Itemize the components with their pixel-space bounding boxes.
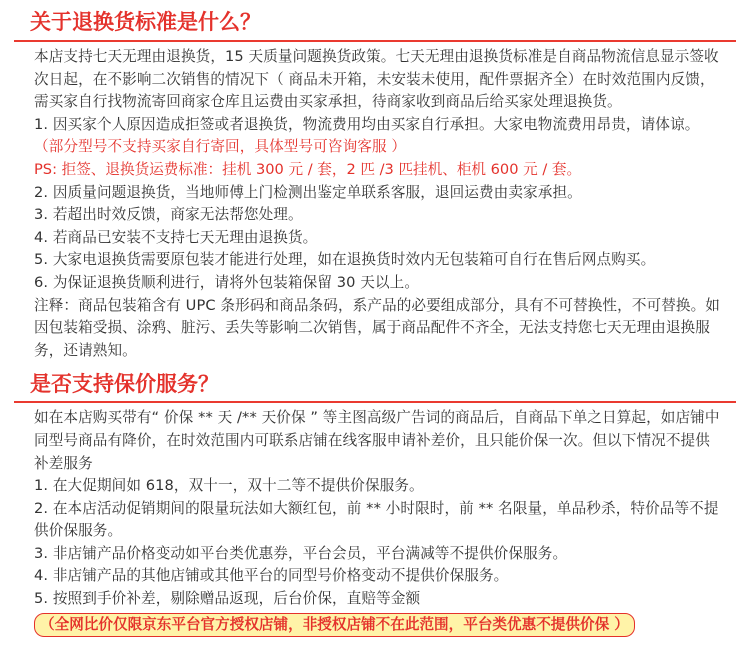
- return-policy-item-6: 6. 为保证退换货顺利进行，请将外包装箱保留 30 天以上。: [34, 273, 420, 291]
- price-protection-intro: 如在本店购买带有“ 价保 ** 天 /** 天价保 ” 等主图高级广告词的商品后，自商品下单之日算起，如店铺中同型号商品有降价，在时效范围内可联系店铺在线客服申请补差价，且只能价保一次。但以下情况不提供补差服务: [34, 409, 720, 472]
- return-policy-item-3: 3. 若超出时效反馈，商家无法帮您处理。: [34, 206, 303, 224]
- price-protection-item-4: 4. 非店铺产品的其他店铺或其他平台的同型号价格变动不提供价保服务。: [34, 567, 509, 585]
- price-compare-notice: （全网比价仅限京东平台官方授权店铺，非授权店铺不在此范围，平台类优惠不提供价保 ）: [34, 613, 635, 637]
- return-policy-item-1: [34, 114, 736, 159]
- title-divider: [14, 401, 736, 403]
- price-protection-item-1: 1. 在大促期间如 618，双十一，双十二等不提供价保服务。: [34, 477, 424, 495]
- return-fee-ps: PS: 拒签、退换货运费标准：挂机 300 元 / 套，2 匹 /3 匹挂机、柜机 600 元 / 套。: [34, 160, 582, 178]
- return-policy-item-2: 2. 因质量问题退换货，当地师傅上门检测出鉴定单联系客服，退回运费由卖家承担。: [34, 183, 582, 201]
- return-policy-item-5: 5. 大家电退换货需要原包装才能进行处理，如在退换货时效内无包装箱可自行在售后网点购买。: [34, 251, 656, 269]
- return-policy-item-4: 4. 若商品已安装不支持七天无理由退换货。: [34, 228, 318, 246]
- price-protection-item-3: 3. 非店铺产品价格变动如平台类优惠券，平台会员，平台满减等不提供价保服务。: [34, 544, 568, 562]
- return-item-1-text: 1. 因买家个人原因造成拒签或者退换货，物流费用均由买家自行承担。大家电物流费用昂贵，请体谅。: [34, 115, 700, 133]
- price-protection-item-5: 5. 按照到手价补差，剔除赠品返现，后台价保，直赔等金额: [34, 590, 421, 608]
- return-item-1-note: （部分型号不支持买家自行寄回，具体型号可咨询客服 ）: [34, 138, 407, 156]
- return-policy-title: 关于退换货标准是什么？: [30, 10, 261, 34]
- title-divider: [14, 40, 736, 42]
- price-protection-title: 是否支持保价服务？: [30, 372, 219, 397]
- price-protection-item-2: 2. 在本店活动促销期间的限量玩法如大额红包，前 ** 小时限时，前 ** 名限量，单品秒杀，特价品等不提供价保服务。: [34, 499, 719, 540]
- packaging-note: 注释：商品包装箱含有 UPC 条形码和商品条码，系产品的必要组成部分，具有不可替换性，不可替换。如因包装箱受损、涂鸦、脏污、丢失等影响二次销售，属于商品配件不齐全，无法支持您七天无理由退换服务，还请熟知。: [34, 296, 720, 359]
- return-policy-intro: 本店支持七天无理由退换货，15 天质量问题换货政策。七天无理由退换货标准是自商品物流信息显示签收次日起，在不影响二次销售的情况下（ 商品未开箱，未安装未使用，配件票据齐全）在时效范围内反馈，需买家自行找物流寄回商家仓库且运费由买家承担，待商家收到商品后给买家处理退换货。: [34, 48, 719, 111]
